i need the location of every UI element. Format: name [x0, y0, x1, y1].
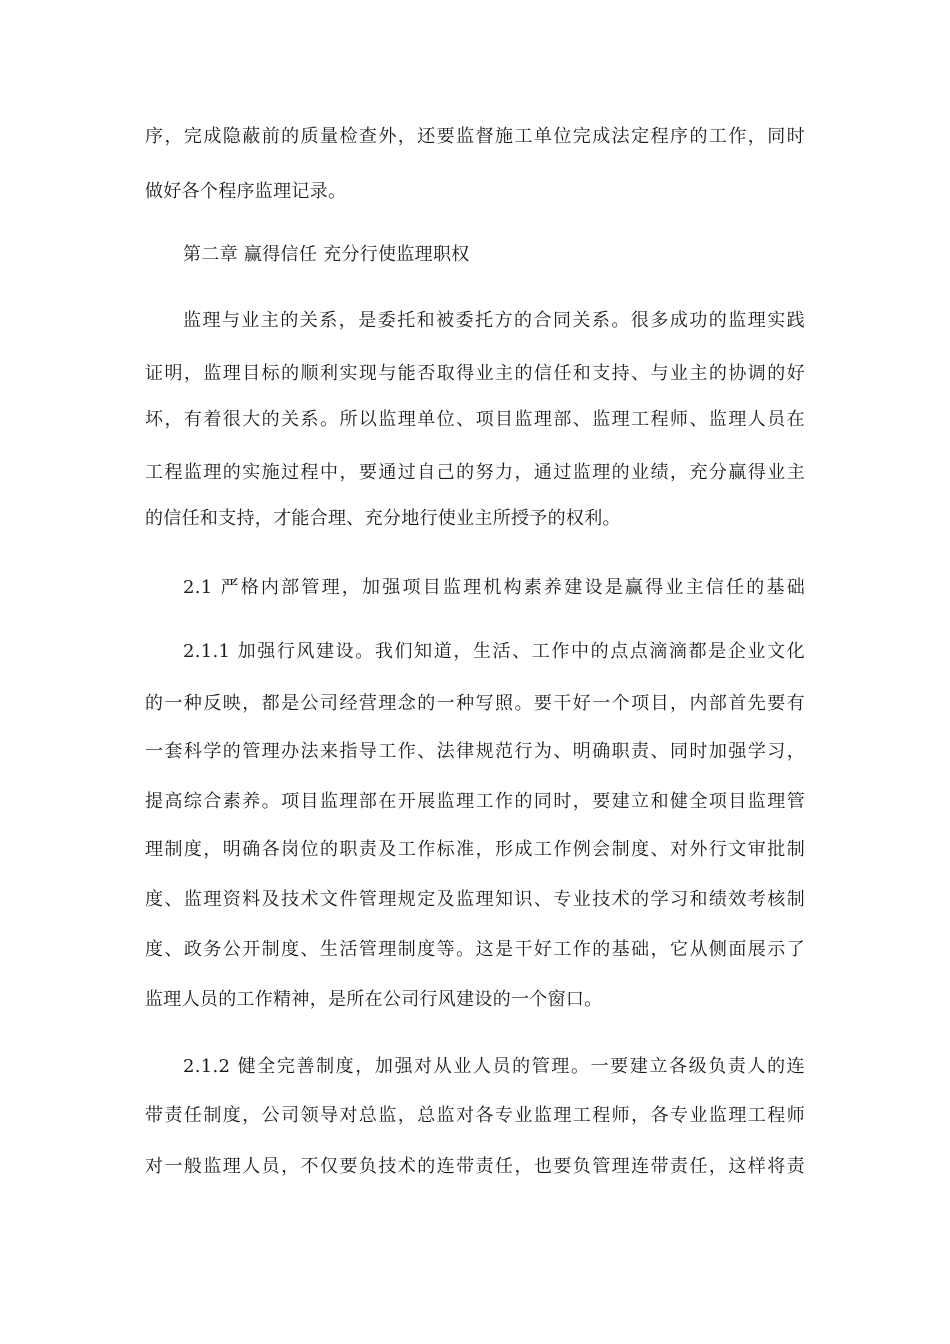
body-line: 提高综合素养。项目监理部在开展监理工作的同时，要建立和健全项目监理管	[145, 791, 805, 812]
body-line: 2.1.1 加强行风建设。我们知道，生活、工作中的点点滴滴都是企业文化	[183, 641, 805, 662]
body-line: 监理人员的工作精神，是所在公司行风建设的一个窗口。	[145, 989, 603, 1010]
body-line: 理制度，明确各岗位的职责及工作标准，形成工作例会制度、对外行文审批制	[145, 839, 805, 860]
body-line: 2.1.2 健全完善制度，加强对从业人员的管理。一要建立各级负责人的连	[183, 1056, 805, 1077]
body-line: 对一般监理人员，不仅要负技术的连带责任，也要负管理连带责任，这样将责	[145, 1156, 805, 1177]
body-line: 度、监理资料及技术文件管理规定及监理知识、专业技术的学习和绩效考核制	[145, 889, 805, 910]
chapter-heading: 第二章 赢得信任 充分行使监理职权	[183, 244, 470, 265]
body-line: 一套科学的管理办法来指导工作、法律规范行为、明确职责、同时加强学习，	[145, 741, 805, 762]
body-line: 的信任和支持，才能合理、充分地行使业主所授予的权利。	[145, 508, 621, 529]
section-heading: 2.1 严格内部管理，加强项目监理机构素养建设是赢得业主信任的基础	[183, 577, 805, 598]
body-line: 工程监理的实施过程中，要通过自己的努力，通过监理的业绩，充分赢得业主	[145, 462, 805, 483]
body-line: 带责任制度，公司领导对总监，总监对各专业监理工程师，各专业监理工程师	[145, 1105, 805, 1126]
body-line: 的一种反映，都是公司经营理念的一种写照。要干好一个项目，内部首先要有	[145, 693, 805, 714]
body-line: 做好各个程序监理记录。	[145, 181, 347, 202]
body-line: 证明，监理目标的顺利实现与能否取得业主的信任和支持、与业主的协调的好	[145, 363, 805, 384]
body-line: 序，完成隐蔽前的质量检查外，还要监督施工单位完成法定程序的工作，同时	[145, 126, 805, 147]
body-line: 监理与业主的关系，是委托和被委托方的合同关系。很多成功的监理实践	[183, 310, 805, 331]
body-line: 度、政务公开制度、生活管理制度等。这是干好工作的基础，它从侧面展示了	[145, 939, 805, 960]
body-line: 坏，有着很大的关系。所以监理单位、项目监理部、监理工程师、监理人员在	[145, 409, 805, 430]
